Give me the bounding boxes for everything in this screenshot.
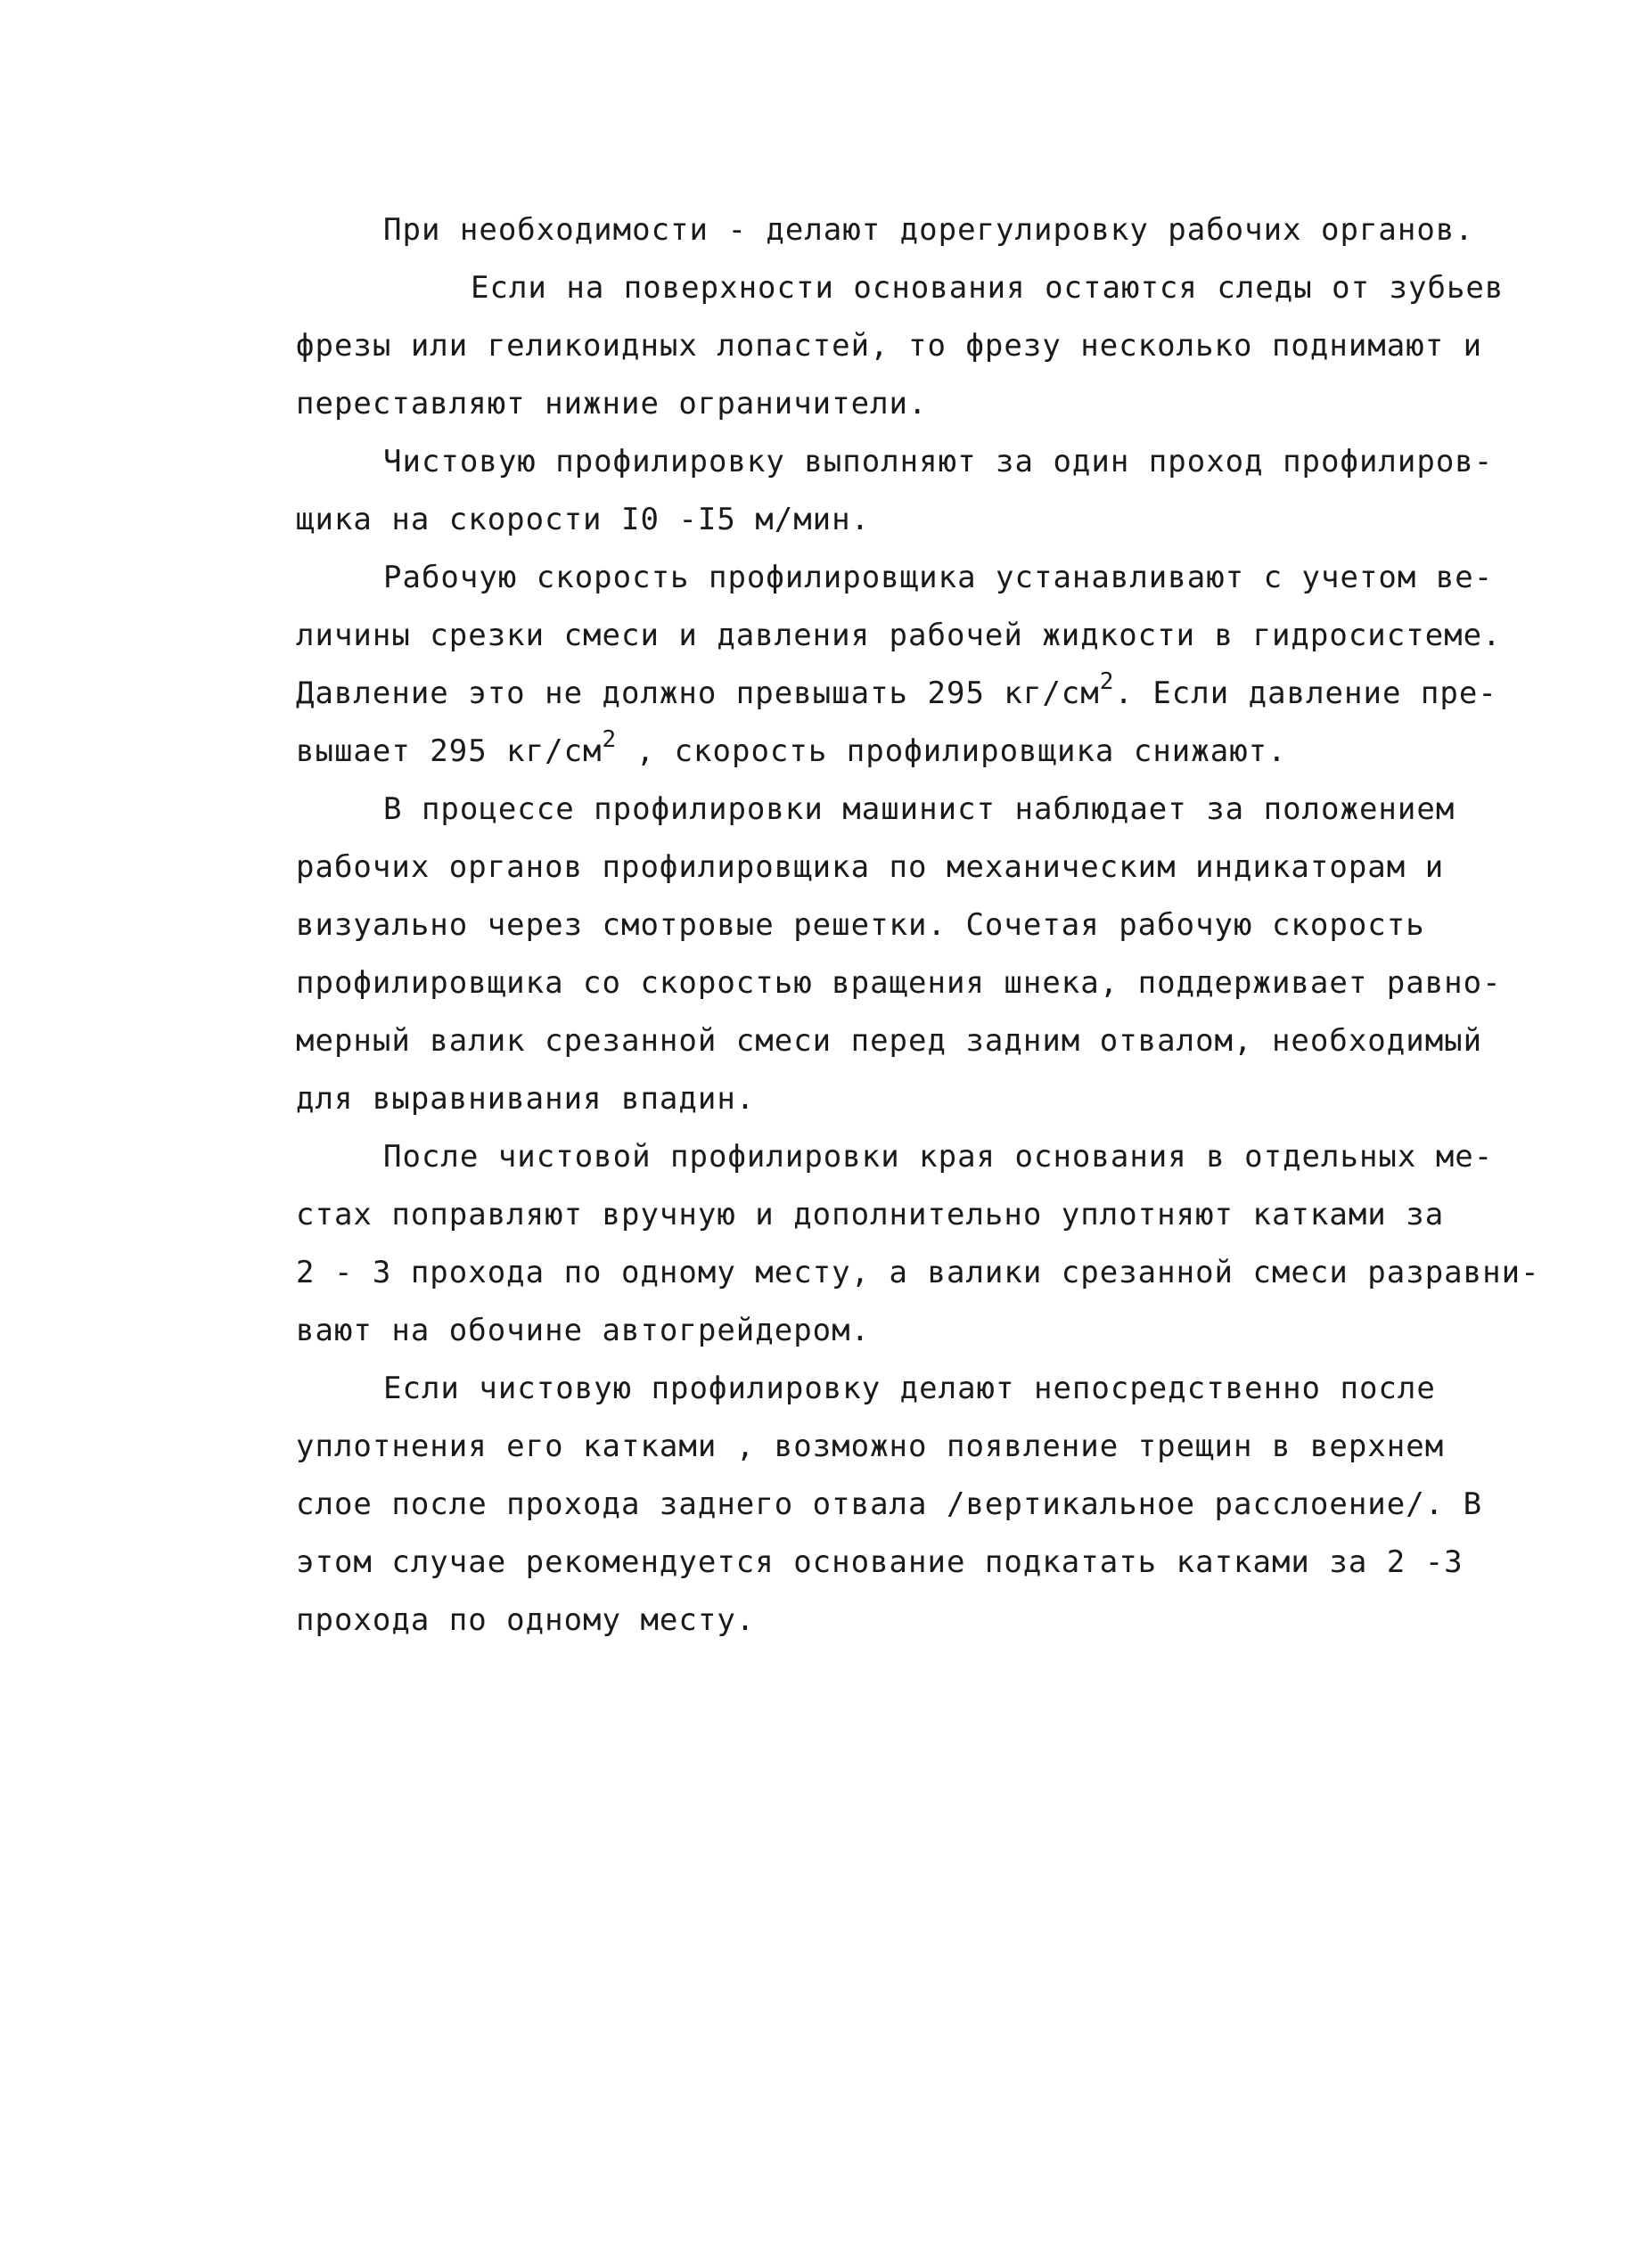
text-line: 2 - 3 прохода по одному месту, а валики срезанной смеси разравни- (296, 1255, 1540, 1290)
text-line: щика на скорости I0 -I5 м/мин. (296, 502, 871, 537)
text-line: переставляют нижние ограничители. (296, 386, 928, 422)
text-line: вышает 295 $кг/см^2$ , скорость профилировщика снижают. (296, 725, 1287, 769)
text-line: стах поправляют вручную и дополнительно уплотняют катками за (296, 1197, 1445, 1232)
text-line: Чистовую профилировку выполняют за один проход профилиров- (383, 444, 1494, 479)
text-line: личины срезки смеси и давления рабочей жидкости в гидросистеме. (296, 618, 1502, 653)
text-line: При необходимости - делают дорегулировку рабочих органов. (383, 212, 1474, 248)
text-line: фрезы или геликоидных лопастей, то фрезу несколько поднимают и (296, 328, 1483, 364)
text-line: слое после прохода заднего отвала /вертикальное расслоение/. В (296, 1486, 1483, 1522)
text-line: Если на поверхности основания остаются следы от зубьев (471, 270, 1505, 306)
text-line: этом случае рекомендуется основание подкатать катками за 2 -3 (296, 1544, 1464, 1580)
superscript: 2 (602, 725, 618, 753)
text-line: вают на обочине автогрейдером. (296, 1313, 871, 1348)
text-line: рабочих органов профилировщика по механическим индикаторам и (296, 849, 1445, 885)
text-line: Рабочую скорость профилировщика устанавливают с учетом ве- (383, 560, 1494, 595)
text-line: профилировщика со скоростью вращения шнека, поддерживает равно- (296, 965, 1502, 1001)
text-line: В процессе профилировки машинист наблюдает за положением (383, 791, 1456, 827)
text-line: визуально через смотровые решетки. Сочетая рабочую скорость (296, 907, 1425, 943)
text-line: прохода по одному месту. (296, 1602, 756, 1638)
text-line: уплотнения его катками , возможно появление трещин в верхнем (296, 1429, 1445, 1464)
text-line: Давление это не должно превышать 295 $кг/см^2$. Если давление пре- (296, 667, 1497, 711)
text-line: После чистовой профилировки края основания в отдельных ме- (383, 1139, 1494, 1175)
text-line: мерный валик срезанной смеси перед задним отвалом, необходимый (296, 1023, 1483, 1059)
text-line: Если чистовую профилировку делают непосредственно после (383, 1371, 1436, 1406)
superscript: 2 (1099, 667, 1115, 695)
text-line: для выравнивания впадин. (296, 1081, 756, 1117)
